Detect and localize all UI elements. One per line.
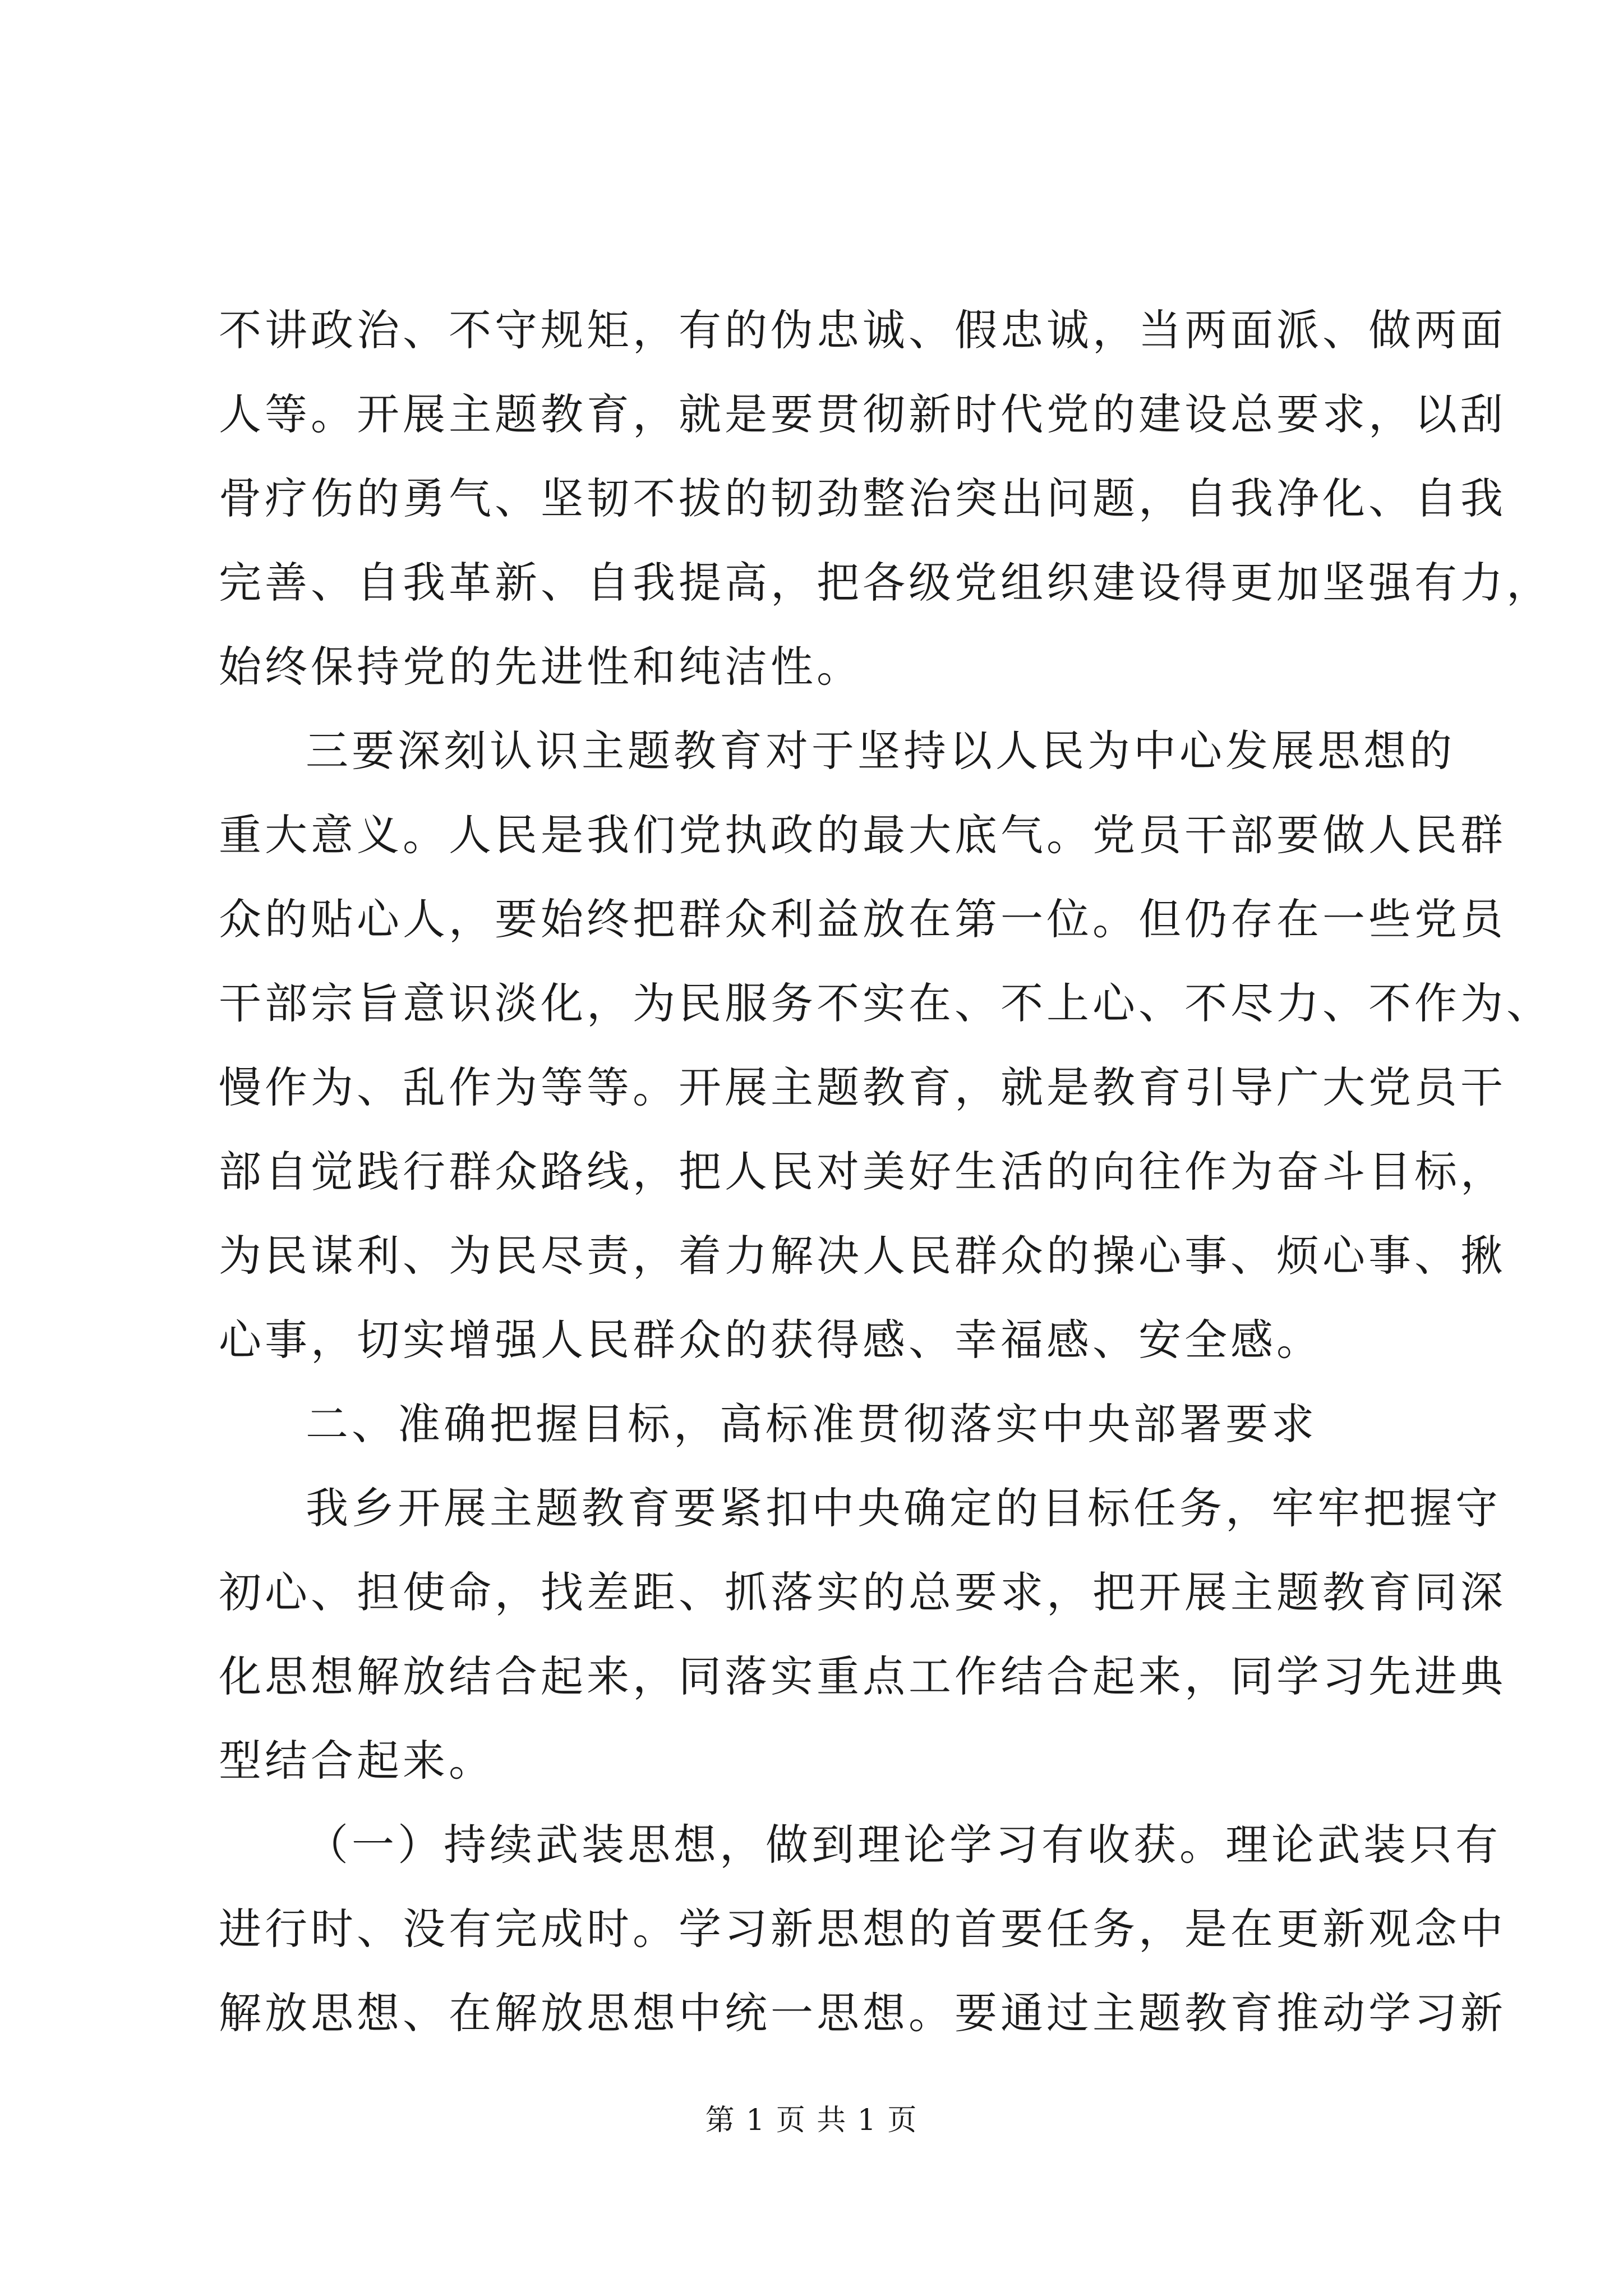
text-line: 慢作为、乱作为等等。开展主题教育，就是教育引导广大党员干: [219, 1062, 1506, 1112]
paragraph-start-line: （一）持续武装思想，做到理论学习有收获。理论武装只有: [306, 1820, 1501, 1870]
text-line: 心事，切实增强人民群众的获得感、幸福感、安全感。: [219, 1315, 1322, 1365]
paragraph-start-line: 三要深刻认识主题教育对于坚持以人民为中心发展思想的: [306, 726, 1455, 776]
text-line: 不讲政治、不守规矩，有的伪忠诚、假忠诚，当两面派、做两面: [219, 305, 1506, 355]
text-line: 重大意义。人民是我们党执政的最大底气。党员干部要做人民群: [219, 810, 1506, 860]
text-line: 解放思想、在解放思想中统一思想。要通过主题教育推动学习新: [219, 1988, 1506, 2038]
text-line: 始终保持党的先进性和纯洁性。: [219, 642, 863, 692]
text-line: 骨疗伤的勇气、坚韧不拔的韧劲整治突出问题，自我净化、自我: [219, 473, 1506, 523]
text-line: 完善、自我革新、自我提高，把各级党组织建设得更加坚强有力，: [219, 558, 1552, 608]
text-line: 众的贴心人，要始终把群众利益放在第一位。但仍存在一些党员: [219, 894, 1506, 944]
text-line: 人等。开展主题教育，就是要贯彻新时代党的建设总要求，以刮: [219, 389, 1506, 439]
paragraph-start-line: 我乡开展主题教育要紧扣中央确定的目标任务，牢牢把握守: [306, 1483, 1501, 1533]
text-line: 型结合起来。: [219, 1736, 495, 1786]
text-line: 部自觉践行群众路线，把人民对美好生活的向往作为奋斗目标，: [219, 1147, 1506, 1197]
text-line: 化思想解放结合起来，同落实重点工作结合起来，同学习先进典: [219, 1651, 1506, 1701]
text-line: 为民谋利、为民尽责，着力解决人民群众的操心事、烦心事、揪: [219, 1231, 1506, 1281]
page-footer: 第 1 页 共 1 页: [705, 2104, 918, 2137]
text-line: 初心、担使命，找差距、抓落实的总要求，把开展主题教育同深: [219, 1567, 1506, 1617]
text-line: 进行时、没有完成时。学习新思想的首要任务，是在更新观念中: [219, 1904, 1506, 1954]
section-heading: 二、准确把握目标，高标准贯彻落实中央部署要求: [306, 1399, 1317, 1449]
text-line: 干部宗旨意识淡化，为民服务不实在、不上心、不尽力、不作为、: [219, 978, 1552, 1028]
